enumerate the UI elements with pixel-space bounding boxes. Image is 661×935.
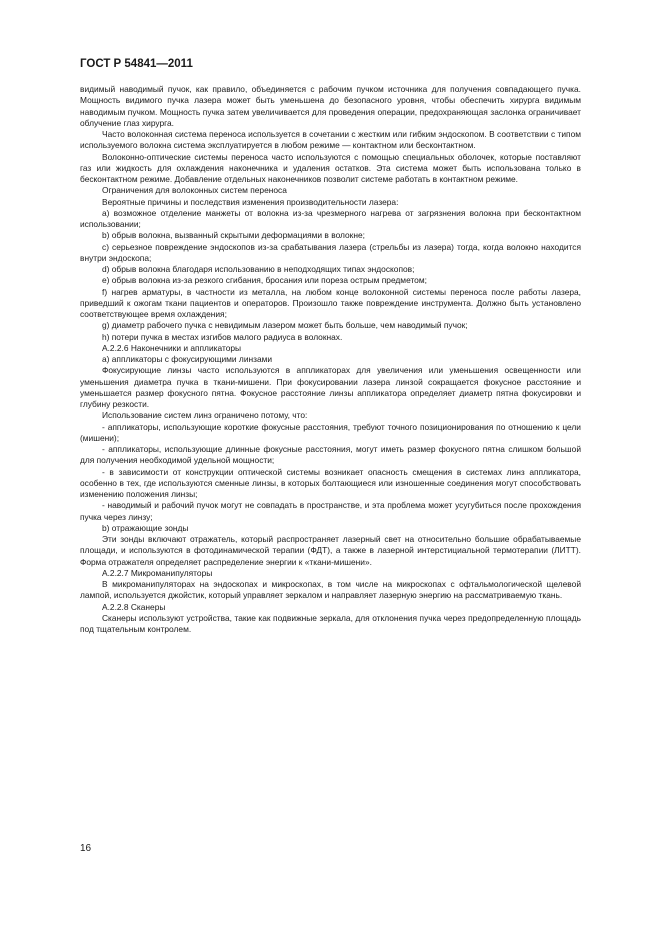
paragraph: Часто волоконная система переноса используется в сочетании с жестким или гибким эндоскопом. В соответствии с типом используемого волокна система эксплуатируется в любом режиме — контактном или бесконтактном. — [80, 129, 581, 151]
document-header: ГОСТ Р 54841—2011 — [80, 58, 193, 70]
paragraph: - в зависимости от конструкции оптической системы возникает опасность смещения в системах линз аппликатора, особенно в тех, где используются сменные линзы, в которых болтающиеся или изношенные соединения могут способствовать изменению положения линзы; — [80, 466, 581, 499]
paragraph: d) обрыв волокна благодаря использованию в неподходящих типах эндоскопов; — [102, 264, 415, 274]
paragraph: g) диаметр рабочего пучка с невидимым лазером может быть больше, чем наводимый пучок; — [102, 320, 468, 331]
paragraph: f) нагрев арматуры, в частности из металла, на любом конце волоконной системы переноса после работы лазера, приведший к ожогам ткани пациентов и операторов. Произошло также повреждение инструмента. Должно быть установлено соответствующее время охлаждения; — [80, 286, 581, 319]
paragraph: Эти зонды включают отражатель, который распространяет лазерный свет на относительно большие обрабатываемые площади, и используются в фотодинамической терапии (ФДТ), а также в лазерной интерстициальной термотерапии (ЛИТТ). Форма отражателя определяет распределение энергии к «ткани-мишени». — [80, 534, 581, 567]
paragraph: Использование систем линз ограничено потому, что: — [102, 410, 308, 421]
paragraph: а) возможное отделение манжеты от волокна из-за чрезмерного нагрева от загрязнения волокна при бесконтактном использовании; — [80, 207, 581, 229]
paragraph: b) отражающие зонды — [102, 522, 189, 533]
paragraph: - наводимый и рабочий пучок могут не совпадать в пространстве, и эта проблема может усугубиться после прохождения пучка через линзу; — [80, 500, 581, 522]
paragraph: А.2.2.6 Наконечники и аппликаторы — [102, 342, 242, 353]
paragraph: Фокусирующие линзы часто используются в аппликаторах для увеличения или уменьшения освещенности или уменьшения диаметра пучка в ткани-мишени. При фокусировании лазера линзой сокращается фокусное расстояние и уменьшается размер фокусного пятна. Фокусное расстояние линзы аппликатора определяет диаметр пятна фокусировки и глубину резкости. — [80, 365, 581, 409]
paragraph: Ограничения для волоконных систем переноса — [102, 185, 287, 196]
paragraph: В микроманипуляторах на эндоскопах и микроскопах, в том числе на микроскопах с офтальмологической щелевой лампой, используется джойстик, который управляет зеркалом и направляет лазерную энергию на рассматриваемую ткань. — [80, 579, 581, 601]
paragraph: Волоконно-оптические системы переноса часто используются с помощью специальных оболочек, которые поставляют газ или жидкость для охлаждения наконечника и удаления остатков. Эта система может быть использована только в бесконтактном режиме. Добавление отдельных наконечников позволит системе работать в контактном режиме. — [80, 151, 581, 184]
paragraph: е) обрыв волокна из-за резкого сгибания, бросания или пореза острым предметом; — [102, 275, 427, 286]
paragraph: видимый наводимый пучок, как правило, объединяется с рабочим пучком источника для получения совпадающего пучка. Мощность видимого пучка лазера может быть уменьшена до безопасного уровня, чтобы обеспечить хирурга видимым наводимым пучком. Мощность пучка затем увеличивается для проведения операции, предохраняющая заслонка ограничивает облучение глаз хирурга. — [80, 84, 581, 128]
paragraph: с) серьезное повреждение эндоскопов из-за срабатывания лазера (стрельбы из лазера) тогда, когда волокно находится внутри эндоскопа; — [80, 241, 581, 263]
paragraph: h) потери пучка в местах изгибов малого радиуса в волокнах. — [102, 331, 343, 342]
paragraph: b) обрыв волокна, вызванный скрытыми деформациями в волокне; — [102, 230, 365, 241]
paragraph: а) аппликаторы с фокусирующими линзами — [102, 354, 273, 364]
page-number: 16 — [80, 843, 92, 854]
document-body — [80, 84, 581, 635]
paragraph: Вероятные причины и последствия изменения производительности лазера: — [102, 196, 399, 207]
paragraph: А.2.2.7 Микроманипуляторы — [102, 567, 213, 578]
paragraph: - аппликаторы, использующие короткие фокусные расстояния, требуют точного позиционирования по отношению к цели (мишени); — [80, 421, 581, 443]
paragraph: Сканеры используют устройства, такие как подвижные зеркала, для отклонения пучка через предопределенную площадь под тщательным контролем. — [80, 612, 581, 634]
paragraph: - аппликаторы, использующие длинные фокусные расстояния, могут иметь размер фокусного пятна слишком большой для получения необходимой удельной мощности; — [80, 444, 581, 466]
paragraph: А.2.2.8 Сканеры — [102, 601, 166, 612]
